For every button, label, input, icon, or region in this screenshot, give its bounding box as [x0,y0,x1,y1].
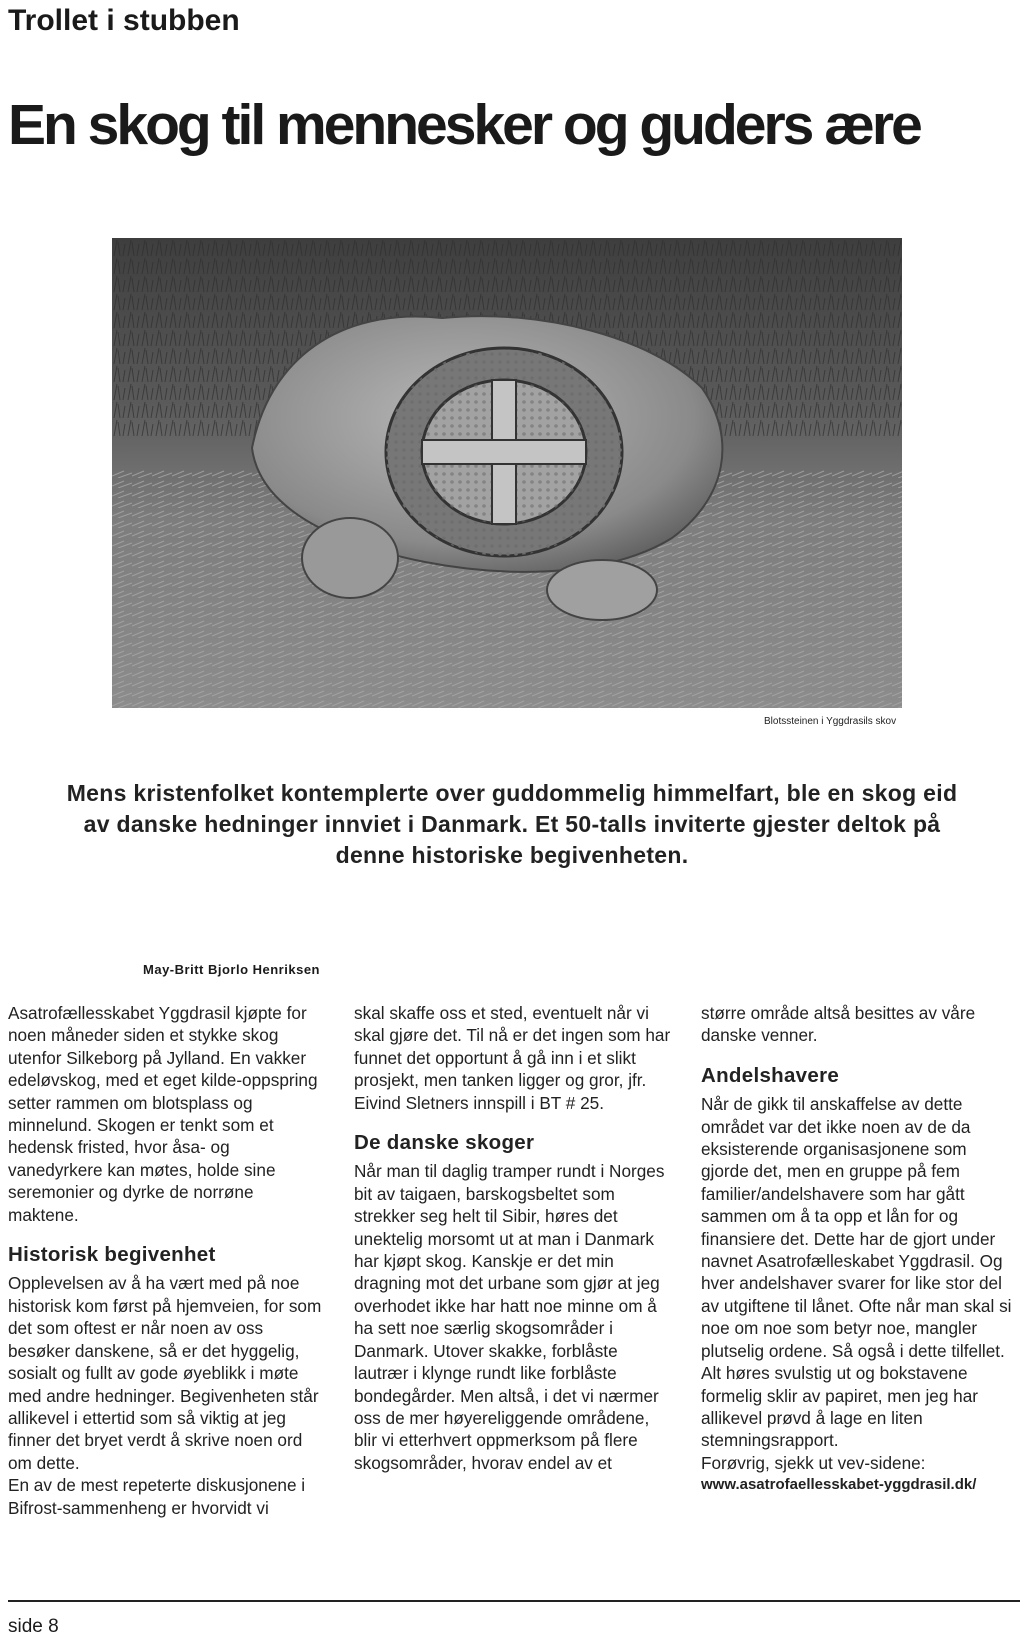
subheading-andelshavere: Andelshavere [701,1063,840,1087]
paragraph: Forøvrig, sjekk ut vev-sidene: [701,1452,926,1473]
page-number: side 8 [8,1616,59,1637]
photo-caption: Blotssteinen i Yggdrasils skov [764,716,897,727]
paragraph: større område altså besittes av våre danske venner. [701,1003,976,1046]
article-column-2 [354,1002,674,1474]
blot-stone-illustration [112,238,902,708]
paragraph: Asatrofællesskabet Yggdrasil kjøpte for noen måneder siden et stykke skog utenfor Silkeborg på Jylland. En vakker edeløvskog, med et eget kilde-oppspring setter rammen om blotsplass og minnelund. Skogen er tenkt som et hedensk fristed, hvor åsa- og vanedyrkere kan møtes, holde sine seremonier og dyrke de norrøne maktene. [8,1003,318,1225]
author-byline: May-Britt Bjorlo Henriksen [143,962,320,977]
footer-divider [8,1600,1020,1602]
article-column-1 [8,1002,328,1519]
subheading-historisk: Historisk begivenhet [8,1243,216,1267]
article-column-3 [701,1002,1019,1497]
headline: En skog til mennesker og guders ære [8,93,920,157]
paragraph: Opplevelsen av å ha vært med på noe historisk kom først på hjemveien, for som det som oftest er når noen av oss besøker danskene, så er det hyggelig, sosialt og fullt av gode øyeblikk i møte med andre hedninger. Begivenheten står allikevel i ettertid som så viktig at jeg finner det bryet verdt å skrive noen ord om dette. [8,1273,322,1473]
blot-stone-photo [112,238,902,708]
paragraph: Når de gikk til anskaffelse av dette området var det ikke noen av de da eksisterende organisasjonene som gjorde det, men en gruppe på fem familier/andelshavere som har gått sammen om å ta opp et lån for og finansiere det. Dette har de gjort under navnet Asatrofælleskabet Yggdrasil. Og hver andelshaver svarer for like stor del av utgiftene til lånet. Ofte når man skal si noe om noe som betyr noe, mangler plutselig ordene. Så også i dette tilfellet. Alt høres svulstig ut og bokstavene formelig sklir av papiret, men jeg har allikevel prøvd å lage en liten stemningsrapport. [701,1094,1012,1451]
website-link[interactable]: www.asatrofaellesskabet-yggdrasil.dk/ [701,1476,977,1494]
subheading-skoger: De danske skoger [354,1131,535,1155]
paragraph: Når man til daglig tramper rundt i Norges bit av taigaen, barskogsbeltet som strekker seg helt til Sibir, høres det unektelig morsomt ut at man i Danmark har kjøpt skog. Kanskje er det min dragning mot det urbane som gjør at jeg overhodet ikke har hatt noe minne om å ha sett noe særlig skogsområder i Danmark. Utover skakke, forblåste lautrær i klynge rundt like forblåste bondegårder. Men altså, i det vi nærmer oss de mer høyereliggende områdene, blir vi etterhvert oppmerksom på flere skogsområder, hvorav endel av et [354,1161,665,1473]
section-title: Trollet i stubben [8,4,240,37]
paragraph: skal skaffe oss et sted, eventuelt når vi skal gjøre det. Til nå er det ingen som har funnet det opportunt å gå inn i et slikt prosjekt, men tanken ligger og gror, jfr. Eivind Sletners innspill i BT # 25. [354,1003,671,1113]
sun-cross-carving [386,348,622,556]
paragraph: En av de mest repeterte diskusjonene i Bifrost-sammenheng er hvorvidt vi [8,1475,306,1518]
lead-paragraph: Mens kristenfolket kontemplerte over guddommelig himmelfart, ble en skog eid av danske hedninger innviet i Danmark. Et 50-talls inviterte gjester deltok på denne historiske begivenheten. [66,780,958,868]
